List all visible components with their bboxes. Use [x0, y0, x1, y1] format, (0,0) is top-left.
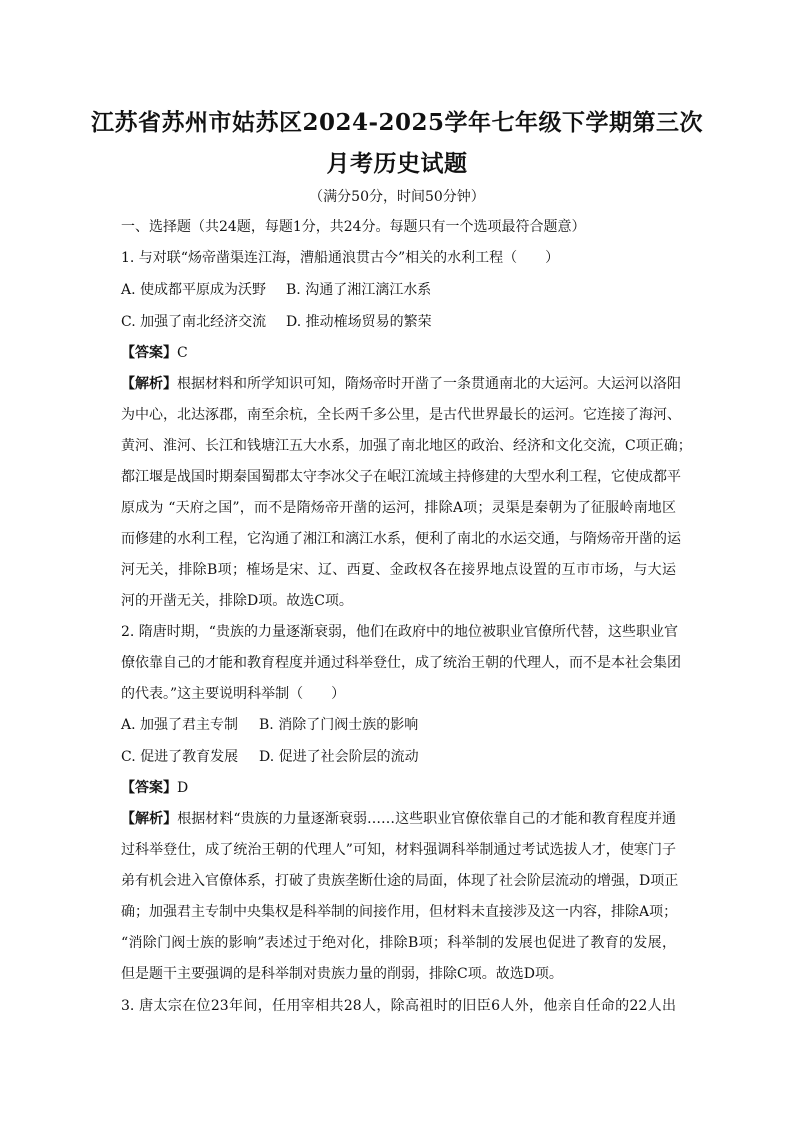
- question-1-answer: [121, 343, 188, 363]
- question-2-option-b: B. 消除了门阀士族的影响: [259, 717, 419, 733]
- question-1-analysis-line: 河无关，排除B项；榷场是宋、辽、西夏、金政权各在接界地点设置的互市市场，与大运: [121, 562, 676, 578]
- question-2-answer: [121, 778, 188, 798]
- page-title-line-1: 江苏省苏州市姑苏区2024-2025学年七年级下学期第三次: [90, 109, 704, 136]
- analysis-label: 【解析】: [121, 811, 178, 827]
- analysis-label: 【解析】: [121, 376, 177, 392]
- question-2-analysis-line: 【解析】根据材料“贵族的力量逐渐衰弱……这些职业官僚依靠自己的才能和教育程度并通: [121, 811, 677, 827]
- question-2-option-c: C. 促进了教育发展: [121, 749, 239, 765]
- question-2-stem-line: 2. 隋唐时期，“贵族的力量逐渐衰弱，他们在政府中的地位被职业官僚所代替，这些职业官: [121, 624, 678, 640]
- question-2-analysis-line: “消除门阀士族的影响”表述过于绝对化，排除B项；科举制的发展也促进了教育的发展，: [121, 935, 676, 951]
- question-1-option-a: A. 使成都平原成为沃野: [121, 282, 267, 298]
- question-1-option-b: B. 沟通了湘江漓江水系: [286, 282, 432, 298]
- exam-subtitle: （满分50分，时间50分钟）: [309, 189, 485, 205]
- question-1-analysis-line: 河的开凿无关，排除D项。故选C项。: [121, 593, 353, 609]
- question-3-stem-line: 3. 唐太宗在位23年间，任用宰相共28人，除高祖时的旧臣6人外，他亲自任命的22人出: [121, 998, 676, 1014]
- answer-value: D: [177, 780, 189, 796]
- question-1-analysis-line: 为中心，北达涿郡，南至余杭，全长两千多公里，是古代世界最长的运河。它连接了海河、: [121, 407, 681, 423]
- question-2-analysis-line: 弟有机会进入官僚体系，打破了贵族垄断仕途的局面，体现了社会阶层流动的增强，D项正: [121, 873, 679, 889]
- question-1-option-d: D. 推动榷场贸易的繁荣: [286, 314, 432, 330]
- question-2-analysis-line: 确；加强君主专制中央集权是科举制的间接作用，但材料未直接涉及这一内容，排除A项；: [121, 904, 678, 920]
- question-2-option-d: D. 促进了社会阶层的流动: [259, 749, 419, 765]
- question-1-analysis-line: 【解析】根据材料和所学知识可知，隋炀帝时开凿了一条贯通南北的大运河。大运河以洛阳: [121, 376, 681, 392]
- question-2-analysis-line: 但是题干主要强调的是科举制对贵族力量的削弱，排除C项。故选D项。: [121, 966, 563, 982]
- question-2-analysis-line: 过科举登仕，成了统治王朝的代理人”可知，材料强调科举制通过考试选拔人才，使寒门子: [121, 842, 676, 858]
- question-2-option-a: A. 加强了君主专制: [121, 717, 239, 733]
- answer-value: C: [177, 345, 188, 361]
- section-heading: 一、选择题（共24题，每题1分，共24分。每题只有一个选项最符合题意）: [121, 219, 586, 235]
- page-title-line-2: 月考历史试题: [326, 150, 468, 177]
- answer-label: 【答案】: [121, 345, 177, 361]
- question-1-analysis-line: 原成为 “天府之国”，而不是隋炀帝开凿的运河，排除A项；灵渠是秦朝为了征服岭南地区: [121, 500, 676, 516]
- question-1-stem: 1. 与对联“炀帝凿渠连江海，漕船通浪贯古今”相关的水利工程（ ）: [121, 250, 560, 266]
- question-2-stem-line: 僚依靠自己的才能和教育程度并通过科举登仕，成了统治王朝的代理人，而不是本社会集团: [121, 655, 681, 671]
- question-1-option-c: C. 加强了南北经济交流: [121, 314, 267, 330]
- question-1-analysis-line: 黄河、淮河、长江和钱塘江五大水系，加强了南北地区的政治、经济和文化交流，C项正确；: [121, 438, 692, 454]
- answer-label: 【答案】: [121, 780, 177, 796]
- question-1-analysis-line: 而修建的水利工程，它沟通了湘江和漓江水系，便利了南北的水运交通，与隋炀帝开凿的运: [121, 531, 681, 547]
- question-1-analysis-line: 都江堰是战国时期秦国蜀郡太守李冰父子在岷江流域主持修建的大型水利工程，它使成都平: [121, 469, 681, 485]
- question-2-stem-line: 的代表。”这主要说明科举制（ ）: [121, 686, 346, 702]
